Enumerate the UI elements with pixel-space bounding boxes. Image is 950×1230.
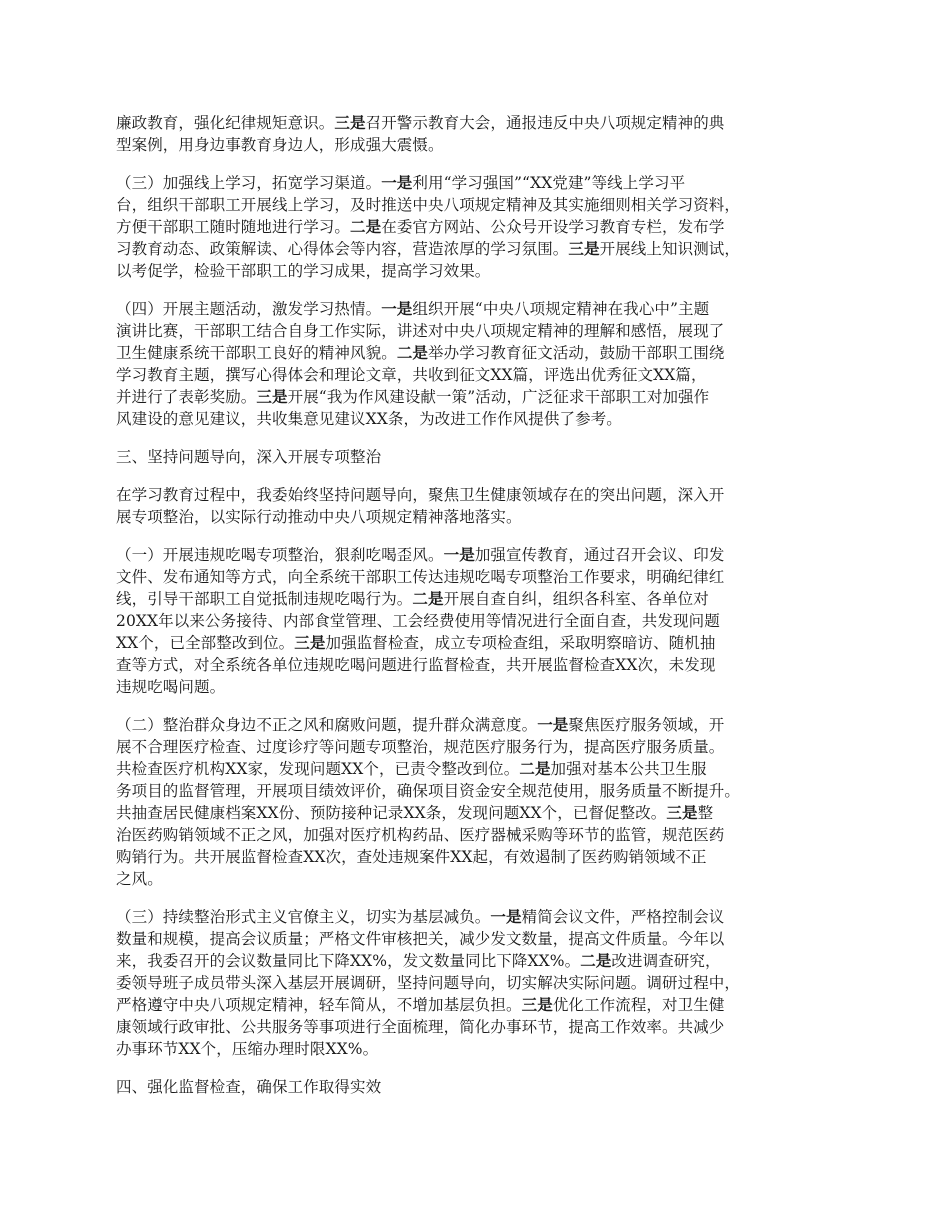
paragraph-text: （一）开展违规吃喝专项整治，狠刹吃喝歪风。 bbox=[116, 546, 444, 564]
paragraph-text: 廉政教育，强化纪律规矩意识。 bbox=[116, 114, 335, 132]
body-paragraph bbox=[116, 112, 852, 156]
body-paragraph bbox=[116, 484, 852, 528]
emphasis-marker: 三是 bbox=[294, 633, 326, 652]
paragraph-text: 加强监督检查，成立专项检查组，采取明察暗访、随机抽 查等方式，对全系统各单位违规吃喝问题进行监督检查，共开展监督检查XX次，未发现 违规吃喝问题。 bbox=[116, 634, 716, 696]
emphasis-marker: 二是 bbox=[350, 217, 382, 236]
emphasis-marker: 一是 bbox=[381, 173, 413, 192]
emphasis-marker: 二是 bbox=[580, 951, 612, 970]
paragraph-text: 开展“我为作风建设献一策”活动，广泛征求干部职工对加强作 风建设的意见建议，共收集意见建议XX条，为改进工作作风提供了参考。 bbox=[116, 388, 710, 428]
emphasis-marker: 三是 bbox=[334, 113, 366, 132]
paragraph-text: 利用“学习强国”“XX党建”等线上学习平 台，组织干部职工开展线上学习，及时推送中央八项规定精神及其实施细则相关学习资料， 方便干部职工随时随地进行学习。 bbox=[116, 174, 741, 236]
paragraph-text: 三、坚持问题导向，深入开展专项整治 bbox=[116, 448, 382, 466]
paragraph-text: 四、强化监督检查，确保工作取得实效 bbox=[116, 1078, 382, 1096]
section-heading bbox=[116, 1076, 852, 1098]
emphasis-marker: 三是 bbox=[568, 239, 600, 258]
emphasis-marker: 三是 bbox=[256, 387, 288, 406]
body-paragraph bbox=[116, 906, 852, 1060]
body-paragraph bbox=[116, 298, 852, 430]
emphasis-marker: 三是 bbox=[521, 995, 553, 1014]
emphasis-marker: 一是 bbox=[537, 715, 569, 734]
document-body bbox=[116, 112, 852, 1098]
emphasis-marker: 一是 bbox=[381, 299, 413, 318]
paragraph-text: 举办学习教育征文活动，鼓励干部职工围绕 学习教育主题，撰写心得体会和理论文章，共收到征文XX篇，评选出优秀征文XX篇， 并进行了表彰奖励。 bbox=[116, 344, 725, 406]
paragraph-text: 加强宣传教育，通过召开会议、印发 文件、发布通知等方式，向全系统干部职工传达违规吃喝专项整治工作要求，明确纪律红 线，引导干部职工自觉抵制违规吃喝行为。 bbox=[116, 546, 725, 608]
body-paragraph bbox=[116, 714, 852, 890]
paragraph-text: 组织开展“中央八项规定精神在我心中”主题 演讲比赛，干部职工结合自身工作实际，讲述对中央八项规定精神的理解和感悟，展现了 卫生健康系统干部职工良好的精神风貌。 bbox=[116, 300, 725, 362]
paragraph-text: 加强对基本公共卫生服 务项目的监督管理，开展项目绩效评价，确保项目资金安全规范使用，服务质量不断提升。 共抽查居民健康档案XX份、预防接种记录XX条，发现问题XX个，已督促整改。 bbox=[116, 760, 741, 822]
paragraph-text: （四）开展主题活动，激发学习热情。 bbox=[116, 300, 382, 318]
paragraph-text: 聚焦医疗服务领域，开 展不合理医疗检查、过度诊疗等问题专项整治，规范医疗服务行为，提高医疗服务质量。 共检查医疗机构XX家，发现问题XX个，已责令整改到位。 bbox=[116, 716, 725, 778]
paragraph-text: （三）加强线上学习，拓宽学习渠道。 bbox=[116, 174, 382, 192]
emphasis-marker: 三是 bbox=[666, 803, 698, 822]
body-paragraph bbox=[116, 544, 852, 698]
body-paragraph bbox=[116, 172, 852, 282]
emphasis-marker: 二是 bbox=[396, 343, 429, 362]
paragraph-text: 在委官方网站、公众号开设学习教育专栏，发布学 习教育动态、政策解读、心得体会等内容，营造浓厚的学习氛围。 bbox=[116, 218, 725, 258]
paragraph-text: 改进调查研究， 委领导班子成员带头深入基层开展调研，坚持问题导向，切实解决实际问题。调研过程中， 严格遵守中央八项规定精神，轻车简从，不增加基层负担。 bbox=[116, 952, 741, 1014]
paragraph-text: 精简会议文件，严格控制会议 数量和规模，提高会议质量；严格文件审核把关，减少发文数量，提高文件质量。今年以 来，我委召开的会议数量同比下降XX%，发文数量同比下降XX%。 bbox=[116, 908, 725, 970]
section-heading bbox=[116, 446, 852, 468]
paragraph-text: 召开警示教育大会，通报违反中央八项规定精神的典 型案例，用身边事教育身边人，形成强大震慑。 bbox=[116, 114, 725, 154]
emphasis-marker: 二是 bbox=[412, 589, 444, 608]
paragraph-text: （三）持续整治形式主义官僚主义，切实为基层减负。 bbox=[116, 908, 491, 926]
emphasis-marker: 一是 bbox=[443, 545, 475, 564]
paragraph-text: 开展线上知识测试， 以考促学，检验干部职工的学习成果，提高学习效果。 bbox=[116, 240, 741, 280]
paragraph-text: 优化工作流程，对卫生健 康领域行政审批、公共服务等事项进行全面梳理，简化办事环节，提高工作效率。共减少 办事环节XX个，压缩办理时限XX%。 bbox=[116, 996, 725, 1058]
paragraph-text: 开展自查自纠，组织各科室、各单位对 20XX年以来公务接待、内部食堂管理、工会经费使用等情况进行全面自查，共发现问题 XX个，已全部整改到位。 bbox=[116, 590, 720, 652]
emphasis-marker: 二是 bbox=[519, 759, 551, 778]
paragraph-text: （二）整治群众身边不正之风和腐败问题，提升群众满意度。 bbox=[116, 716, 538, 734]
emphasis-marker: 一是 bbox=[490, 907, 522, 926]
paragraph-text: 在学习教育过程中，我委始终坚持问题导向，聚焦卫生健康领域存在的突出问题，深入开 展专项整治，以实际行动推动中央八项规定精神落地落实。 bbox=[116, 486, 725, 526]
paragraph-text: 整 治医药购销领域不正之风，加强对医疗机构药品、医疗器械采购等环节的监管，规范医药 购销行为。共开展监督检查XX次，查处违规案件XX起，有效遏制了医药购销领域不正 之风。 bbox=[116, 804, 725, 888]
